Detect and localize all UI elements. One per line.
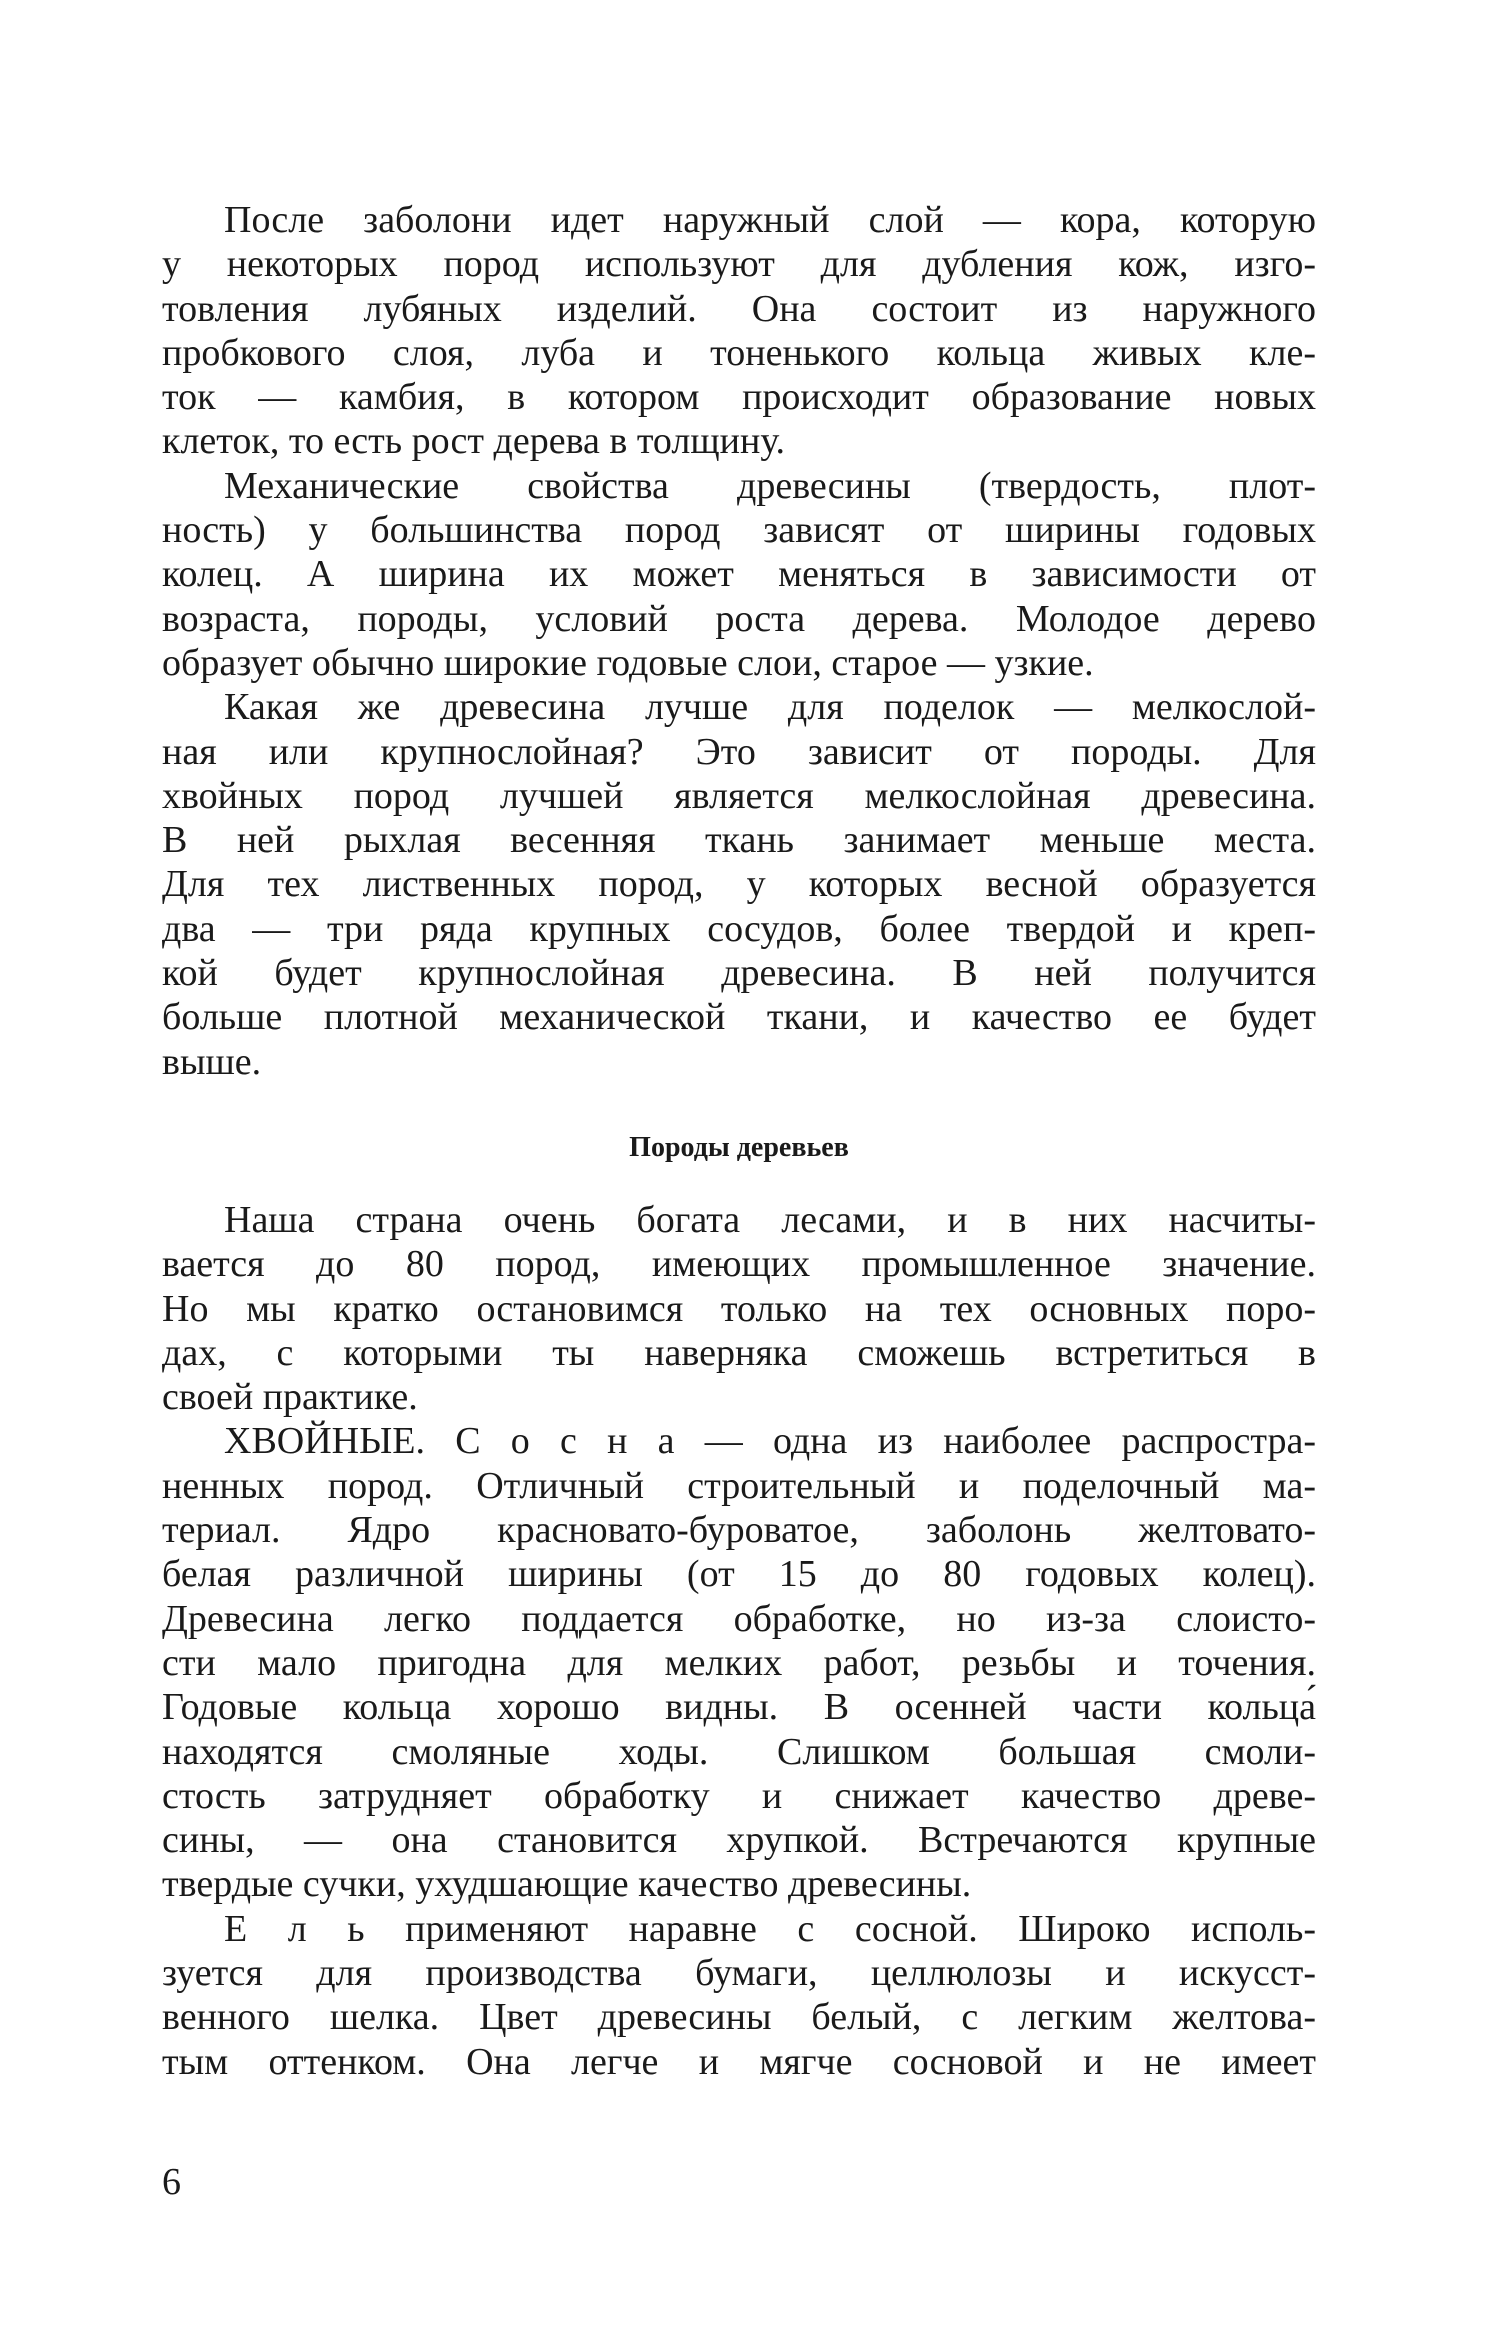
text-line: териал. Ядро красновато-буроватое, заболонь желтовато- (162, 1509, 1316, 1552)
paragraph (162, 198, 1316, 464)
text-line: клеток, то есть рост дерева в толщину. (162, 420, 786, 463)
text-line: Годовые кольца хорошо видны. В осенней части кольца́ (162, 1686, 1316, 1729)
text-line: Механические свойства древесины (твердость, плот- (224, 464, 1316, 507)
text-line: Е л ь применяют наравне с сосной. Широко исполь- (224, 1907, 1316, 1950)
page-number: 6 (162, 2161, 181, 2203)
text-line: зуется для производства бумаги, целлюлозы и искусст- (162, 1952, 1316, 1995)
text-line: пробкового слоя, луба и тоненького кольца живых кле- (162, 331, 1316, 374)
text-line: Наша страна очень богата лесами, и в них насчиты- (224, 1199, 1316, 1241)
text-line: Для тех лиственных пород, у которых весной образуется (162, 863, 1316, 906)
paragraph (162, 464, 1316, 685)
paragraph (162, 1907, 1316, 2084)
text-line: ток — камбия, в котором происходит образование новых (162, 376, 1316, 419)
section-2-text (162, 1198, 1316, 2084)
text-line: белая различной ширины (от 15 до 80 годовых колец). (162, 1553, 1316, 1596)
text-line: Но мы кратко остановимся только на тех основных поро- (162, 1287, 1316, 1330)
paragraph (162, 685, 1316, 1084)
text-line: хвойных пород лучшей является мелкослойная древесина. (162, 774, 1316, 817)
text-line: выше. (162, 1040, 262, 1083)
section-heading: Породы деревьев (629, 1132, 849, 1163)
text-line: колец. А ширина их может меняться в зависимости от (162, 553, 1316, 596)
text-line: два — три ряда крупных сосудов, более твердой и креп- (162, 907, 1316, 950)
text-line: образует обычно широкие годовые слои, старое — узкие. (162, 641, 1094, 684)
section-1-text (162, 198, 1316, 1084)
paragraph (162, 1198, 1316, 1419)
text-line: В ней рыхлая весенняя ткань занимает меньше места. (162, 819, 1316, 862)
text-line: стость затрудняет обработку и снижает качество древе- (162, 1774, 1316, 1817)
text-line: вается до 80 пород, имеющих промышленное значение. (162, 1243, 1316, 1286)
text-line: Какая же древесина лучше для поделок — мелкослой- (224, 686, 1316, 729)
text-line: ность) у большинства пород зависят от ширины годовых (162, 509, 1316, 552)
text-line: кой будет крупнослойная древесина. В ней получится (162, 952, 1316, 995)
text-line: тым оттенком. Она легче и мягче сосновой и не имеет (162, 2040, 1316, 2083)
text-line: больше плотной механической ткани, и качество ее будет (162, 996, 1316, 1039)
text-line: у некоторых пород используют для дубления кож, изго- (162, 243, 1316, 286)
text-line: ненных пород. Отличный строительный и поделочный ма- (162, 1464, 1316, 1507)
text-line: ная или крупнослойная? Это зависит от породы. Для (162, 730, 1316, 773)
text-line: ХВОЙНЫЕ. С о с н а — одна из наиболее распростра- (224, 1420, 1316, 1463)
text-line: находятся смоляные ходы. Слишком большая смоли- (162, 1730, 1316, 1773)
text-line: своей практике. (162, 1376, 418, 1419)
paragraph (162, 1419, 1316, 1906)
text-line: твердые сучки, ухудшающие качество древесины. (162, 1863, 972, 1906)
text-line: товления лубяных изделий. Она состоит из наружного (162, 287, 1316, 330)
text-line: венного шелка. Цвет древесины белый, с легким желтова- (162, 1996, 1316, 2039)
text-line: сти мало пригодна для мелких работ, резьбы и точения. (162, 1641, 1316, 1684)
text-line: После заболони идет наружный слой — кора, которую (224, 199, 1316, 241)
text-line: Древесина легко поддается обработке, но из-за слоисто- (162, 1597, 1316, 1640)
text-line: возраста, породы, условий роста дерева. Молодое дерево (162, 597, 1316, 640)
text-line: дах, с которыми ты наверняка сможешь встретиться в (162, 1331, 1316, 1374)
text-line: сины, — она становится хрупкой. Встречаются крупные (162, 1819, 1316, 1862)
